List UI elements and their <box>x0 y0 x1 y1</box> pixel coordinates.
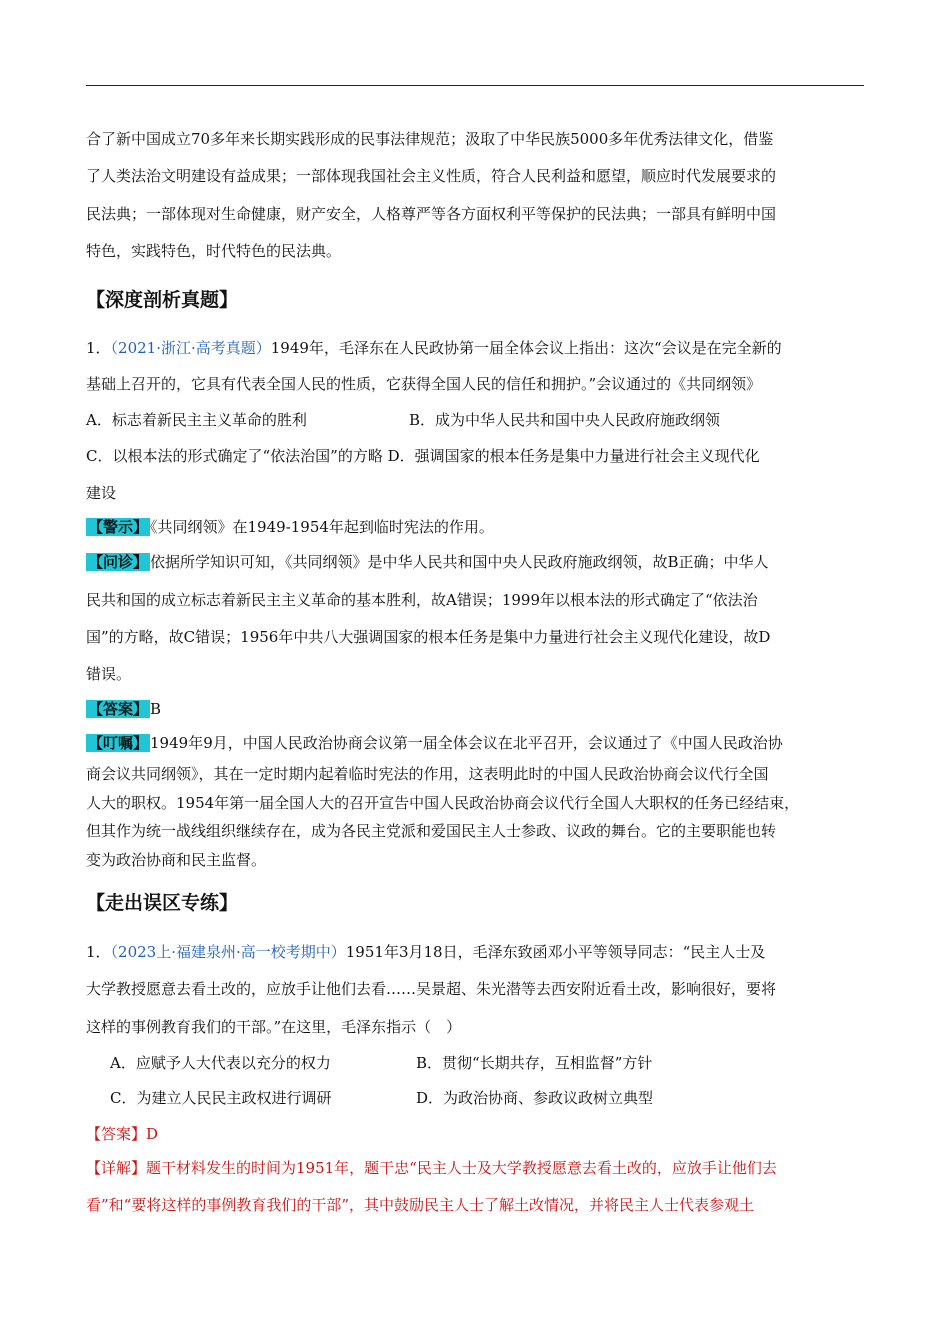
answer-tag: 【答案】 <box>88 700 149 718</box>
diagnosis-text: 依据所学知识可知，《共同纲领》是中华人民共和国中央人民政府施政纲领，故B正确；中华人 <box>150 553 769 571</box>
option-d: D．为政治协商、参政议政树立典型 <box>416 1089 654 1107</box>
question-line: 基础上召开的，它具有代表全国人民的性质，它获得全国人民的信任和拥护。”会议通过的《共同纲领》 <box>86 375 762 393</box>
question-source: （2021·浙江·高考真题） <box>110 339 271 357</box>
option-a: A．应赋予人大代表以充分的权力 <box>110 1054 331 1072</box>
note-line: 商会议共同纲领》，其在一定时期内起着临时宪法的作用，这表明此时的中国人民政治协商会议代行全国 <box>86 765 769 783</box>
answer-line: 【答案】D <box>86 1125 159 1143</box>
question-line <box>86 337 782 358</box>
question-line: 大学教授愿意去看土改的，应放手让他们去看……吴景超、朱光潜等去西安附近看土改，影响很好，要将 <box>86 980 777 998</box>
note-line: 变为政治协商和民主监督。 <box>86 851 267 869</box>
option-c-d: C．以根本法的形式确定了“依法治国”的方略 D．强调国家的根本任务是集中力量进行社会主义现代化 <box>86 447 760 465</box>
option-a: A．标志着新民主主义革命的胜利 <box>86 411 307 429</box>
note-text: 1949年9月，中国人民政治协商会议第一届全体会议在北平召开，会议通过了《中国人民政治协 <box>150 734 783 752</box>
diagnosis-line: 民共和国的成立标志着新民主主义革命的基本胜利，故A错误；1999年以根本法的形式确定了“依法治 <box>86 591 758 609</box>
answer-text: B <box>150 700 162 718</box>
question-line <box>86 941 765 962</box>
option-c: C．为建立人民民主政权进行调研 <box>110 1089 332 1107</box>
question-number: 1． <box>86 943 111 961</box>
option-b: B．成为中华人民共和国中央人民政府施政纲领 <box>409 411 721 429</box>
diagnosis-line: 错误。 <box>86 665 132 683</box>
question-text: 1951年3月18日，毛泽东致函邓小平等领导同志：“民主人士及 <box>345 943 766 961</box>
intro-line: 了人类法治文明建设有益成果；一部体现我国社会主义性质，符合人民利益和愿望，顺应时代发展要求的 <box>86 167 777 185</box>
question-line: 这样的事例教育我们的干部。”在这里，毛泽东指示（ ） <box>86 1018 462 1036</box>
intro-line: 特色，实践特色，时代特色的民法典。 <box>86 242 342 260</box>
diagnosis-line: 国”的方略，故C错误；1956年中共八大强调国家的根本任务是集中力量进行社会主义现代化建设，故D <box>86 628 771 646</box>
warning-text: 《共同纲领》在1949-1954年起到临时宪法的作用。 <box>150 518 494 536</box>
note-line <box>86 732 783 753</box>
header-rule <box>86 85 864 86</box>
diagnosis-line <box>86 551 769 572</box>
section-title: 【深度剖析真题】 <box>86 289 239 311</box>
intro-line: 合了新中国成立70多年来长期实践形成的民事法律规范；汲取了中华民族5000多年优秀法律文化，借鉴 <box>86 130 774 148</box>
warning-tag: 【警示】 <box>88 518 149 536</box>
warning-line <box>86 516 494 537</box>
diagnosis-tag: 【问诊】 <box>88 553 149 571</box>
note-tag: 【叮嘱】 <box>88 734 149 752</box>
question-number: 1． <box>86 339 111 357</box>
option-b: B．贯彻“长期共存，互相监督”方针 <box>416 1054 653 1072</box>
section-title: 【走出误区专练】 <box>86 892 239 914</box>
detail-line: 看”和“要将这样的事例教育我们的干部”，其中鼓励民主人士了解土改情况，并将民主人士代表参观土 <box>86 1196 755 1214</box>
note-line: 但其作为统一战线组织继续存在，成为各民主党派和爱国民主人士参政、议政的舞台。它的主要职能也转 <box>86 822 777 840</box>
question-source: （2023上·福建泉州·高一校考期中） <box>110 943 346 961</box>
note-line: 人大的职权。1954年第一届全国人大的召开宣告中国人民政治协商会议代行全国人大职权的任务已经结束， <box>86 794 800 812</box>
option-d-continued: 建设 <box>86 484 117 502</box>
detail-line: 【详解】题干材料发生的时间为1951年，题干忠“民主人士及大学教授愿意去看土改的，应放手让他们去 <box>86 1159 777 1177</box>
answer-line <box>86 698 161 719</box>
question-text: 1949年，毛泽东在人民政协第一届全体会议上指出：这次“会议是在完全新的 <box>270 339 782 357</box>
intro-line: 民法典；一部体现对生命健康，财产安全，人格尊严等各方面权利平等保护的民法典；一部具有鲜明中国 <box>86 205 777 223</box>
